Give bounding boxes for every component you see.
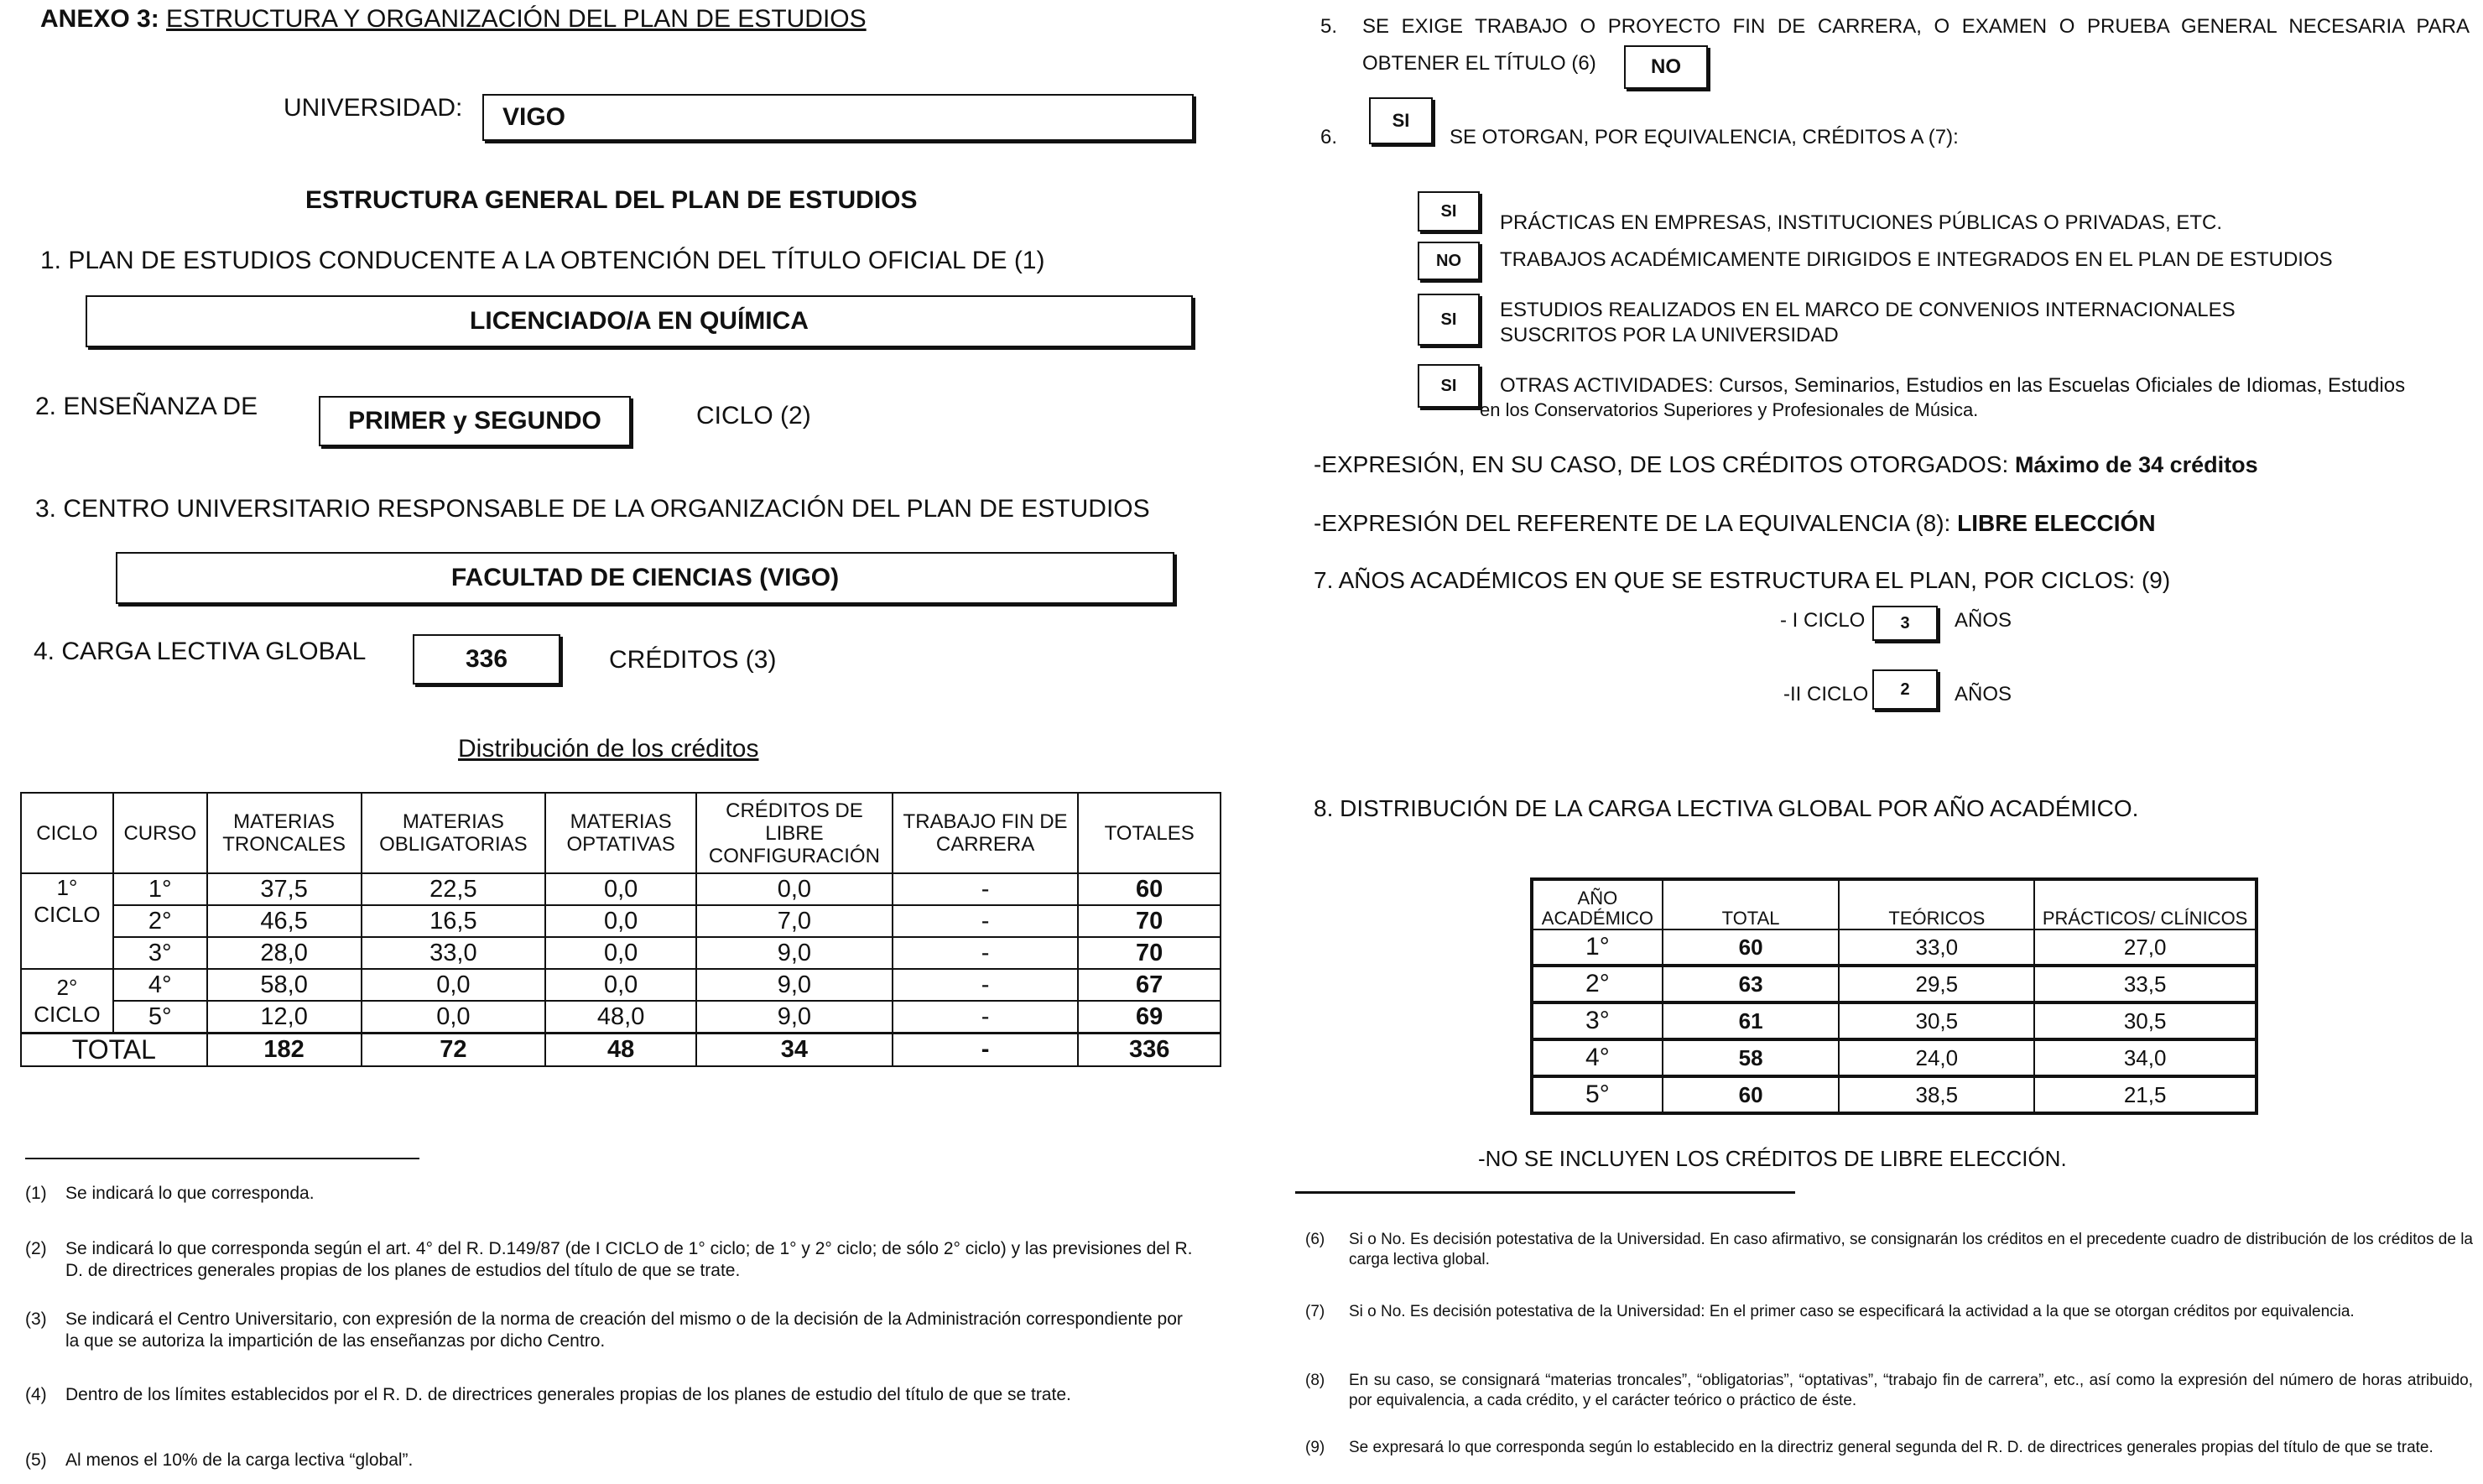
footnote-9 [1305,1438,2473,1458]
total-obligatorias: 72 [362,1034,546,1067]
footnote-1 [25,1183,1193,1205]
equiv-2-field: NO [1418,242,1480,280]
teoricos-cell: 24,0 [1839,1039,2034,1076]
credits-distribution-table [20,792,1221,1067]
col-header-troncales: MATERIAS TRONCALES [207,793,362,873]
footnote-number: (4) [25,1385,47,1404]
obligatorias-cell: 22,5 [362,873,546,905]
libre-cell: 7,0 [696,905,893,937]
col-header-ciclo: CICLO [21,793,113,873]
practicos-cell: 33,5 [2034,966,2257,1002]
table-row [21,873,1221,905]
total-cell: 60 [1663,1076,1840,1113]
footnote-text: Dentro de los límites establecidos por el R. D. de directrices generales propias de los planes de estudio del título de que se trate. [65,1385,1071,1404]
item-3-text: 3. CENTRO UNIVERSITARIO RESPONSABLE DE LA ORGANIZACIÓN DEL PLAN DE ESTUDIOS [35,495,1150,523]
obligatorias-cell: 16,5 [362,905,546,937]
table-row [21,937,1221,969]
col-header-total: TOTAL [1663,879,1840,929]
footnote-divider [25,1158,419,1159]
university-field: VIGO [482,94,1194,141]
obligatorias-cell: 0,0 [362,969,546,1001]
trabajo-cell: - [893,1001,1078,1034]
expr-reference [1314,510,2156,537]
footnote-5 [25,1450,1193,1471]
footnote-text: Se indicará lo que corresponda según el art. 4° del R. D.149/87 (de I CICLO de 1° ciclo; de 1° y 2° ciclo; de sólo 2° ciclo) y las previsiones del R. D. de directrices generales propias de los planes de estudios del título de que se trate. [65,1239,1193,1280]
optativas-cell: 0,0 [545,969,696,1001]
expr-reference-value: LIBRE ELECCIÓN [1957,510,2156,536]
year-cell: 5° [1532,1076,1663,1113]
credits-field: 336 [413,634,560,685]
cycle-field: PRIMER y SEGUNDO [319,396,631,446]
table-row [1532,1002,2257,1039]
equivalence-field: SI [1369,97,1433,144]
totales-cell: 69 [1078,1001,1221,1034]
col-header-optativas: MATERIAS OPTATIVAS [545,793,696,873]
item-8-text: 8. DISTRIBUCIÓN DE LA CARGA LECTIVA GLOBAL POR AÑO ACADÉMICO. [1314,795,2139,821]
degree-field: LICENCIADO/A EN QUÍMICA [86,295,1193,347]
equiv-4-text: OTRAS ACTIVIDADES: Cursos, Seminarios, Estudios en las Escuelas Oficiales de Idiomas, Estudios [1500,374,2406,397]
general-heading: ESTRUCTURA GENERAL DEL PLAN DE ESTUDIOS [305,186,918,214]
curso-cell: 5° [113,1001,207,1034]
footnote-number: (5) [25,1450,47,1470]
total-cell: 63 [1663,966,1840,1002]
expr-reference-label: -EXPRESIÓN DEL REFERENTE DE LA EQUIVALENCIA (8): [1314,510,1951,536]
footnote-number: (9) [1305,1439,1325,1456]
item-5-line-1: SE EXIGE TRABAJO O PROYECTO FIN DE CARRERA, O EXAMEN O PRUEBA GENERAL NECESARIA PARA [1362,15,2470,38]
table-row [1532,1039,2257,1076]
teoricos-cell: 38,5 [1839,1076,2034,1113]
optativas-cell: 48,0 [545,1001,696,1034]
footnote-text: Se expresará lo que corresponda según lo establecido en la directriz general segunda del R. D. de directrices generales propias del título de que se trate. [1349,1439,2434,1456]
obligatorias-cell: 33,0 [362,937,546,969]
total-optativas: 48 [545,1034,696,1067]
equiv-4-text-2: en los Conservatorios Superiores y Profesionales de Música. [1480,399,1979,420]
ciclo-1-cell: 1° CICLO [21,873,113,969]
total-label: TOTAL [21,1034,207,1067]
item-2-suffix: CICLO (2) [696,402,811,430]
optativas-cell: 0,0 [545,905,696,937]
footnote-number: (8) [1305,1372,1325,1389]
footnote-number: (7) [1305,1303,1325,1320]
table-total-row [21,1034,1221,1067]
year-cell: 2° [1532,966,1663,1002]
footnote-2 [25,1238,1193,1282]
year-cell: 3° [1532,1002,1663,1039]
footnote-text: En su caso, se consignará “materias troncales”, “obligatorias”, “optativas”, “trabajo fin de carrera”, etc., así como la expresión del número de horas atribuido, por equivalencia, a cada crédito, y el carácter teórico o práctico de éste. [1349,1372,2473,1409]
equiv-1-field: SI [1418,191,1480,232]
ciclo-1-years-label: - I CICLO [1780,609,1866,632]
footnote-6 [1305,1230,2473,1270]
item-1-text: 1. PLAN DE ESTUDIOS CONDUCENTE A LA OBTENCIÓN DEL TÍTULO OFICIAL DE (1) [40,247,1045,274]
item-5-line-2: OBTENER EL TÍTULO (6) [1362,52,1596,75]
ciclo-1-years-unit: AÑOS [1955,609,2012,632]
footnote-3 [25,1309,1193,1352]
libre-cell: 9,0 [696,937,893,969]
equiv-3-text-2: SUSCRITOS POR LA UNIVERSIDAD [1500,324,1839,346]
item-4-label: 4. CARGA LECTIVA GLOBAL [34,638,367,665]
ciclo-1-years-field: 3 [1872,606,1938,641]
table-row [21,969,1221,1001]
total-totales: 336 [1078,1034,1221,1067]
curso-cell: 4° [113,969,207,1001]
distribution-title: Distribución de los créditos [458,735,759,763]
libre-cell: 9,0 [696,1001,893,1034]
university-label: UNIVERSIDAD: [284,94,463,122]
practicos-cell: 27,0 [2034,929,2257,966]
footnote-number: (6) [1305,1231,1325,1248]
footnote-text: Se indicará el Centro Universitario, con expresión de la norma de creación del mismo o de la decisión de la Administración correspondiente por la que se autoriza la impartición de las enseñanzas por dicho Centro. [65,1310,1183,1351]
item-7-text: 7. AÑOS ACADÉMICOS EN QUE SE ESTRUCTURA EL PLAN, POR CICLOS: (9) [1314,567,2171,593]
troncales-cell: 12,0 [207,1001,362,1034]
trabajo-cell: - [893,937,1078,969]
ciclo-2-years-unit: AÑOS [1955,683,2012,706]
trabajo-cell: - [893,905,1078,937]
col-header-trabajo: TRABAJO FIN DE CARRERA [893,793,1078,873]
troncales-cell: 46,5 [207,905,362,937]
total-cell: 61 [1663,1002,1840,1039]
practicos-cell: 30,5 [2034,1002,2257,1039]
trabajo-cell: - [893,873,1078,905]
practicos-cell: 34,0 [2034,1039,2257,1076]
center-field: FACULTAD DE CIENCIAS (VIGO) [116,552,1174,604]
footnote-text: Al menos el 10% de la carga lectiva “global”. [65,1450,414,1470]
troncales-cell: 37,5 [207,873,362,905]
optativas-cell: 0,0 [545,937,696,969]
col-header-totales: TOTALES [1078,793,1221,873]
footnote-divider-right [1295,1191,1795,1194]
ciclo-2-years-label: -II CICLO [1783,683,1869,706]
total-libre: 34 [696,1034,893,1067]
totales-cell: 70 [1078,905,1221,937]
ciclo-2-cell: 2° CICLO [21,969,113,1034]
item-6-text: SE OTORGAN, POR EQUIVALENCIA, CRÉDITOS A (7): [1450,126,1959,148]
trabajo-cell: - [893,969,1078,1001]
total-cell: 58 [1663,1039,1840,1076]
totales-cell: 60 [1078,873,1221,905]
footnote-text: Si o No. Es decisión potestativa de la Universidad: En el primer caso se especificará la actividad a la que se otorgan créditos por equivalencia. [1349,1303,2355,1320]
ciclo-2-years-field: 2 [1872,669,1938,710]
teoricos-cell: 30,5 [1839,1002,2034,1039]
year-cell: 4° [1532,1039,1663,1076]
annex-heading [40,5,867,34]
equiv-4-field: SI [1418,364,1480,408]
totales-cell: 70 [1078,937,1221,969]
col-header-teoricos: TEÓRICOS [1839,879,2034,929]
table-row [1532,929,2257,966]
troncales-cell: 28,0 [207,937,362,969]
col-header-obligatorias: MATERIAS OBLIGATORIAS [362,793,546,873]
table-header-row [21,793,1221,873]
col-header-practicos: PRÁCTICOS/ CLÍNICOS [2034,879,2257,929]
expr-credits-label: -EXPRESIÓN, EN SU CASO, DE LOS CRÉDITOS OTORGADOS: [1314,451,2009,477]
practicos-cell: 21,5 [2034,1076,2257,1113]
year-cell: 1° [1532,929,1663,966]
table-row [1532,1076,2257,1113]
libre-cell: 0,0 [696,873,893,905]
curso-cell: 2° [113,905,207,937]
troncales-cell: 58,0 [207,969,362,1001]
table-row [21,905,1221,937]
thesis-required-field: NO [1624,45,1708,89]
footnote-number: (3) [25,1310,47,1329]
table-row [1532,966,2257,1002]
optativas-cell: 0,0 [545,873,696,905]
no-incluyen-note: -NO SE INCLUYEN LOS CRÉDITOS DE LIBRE ELECCIÓN. [1478,1146,2067,1171]
footnote-8 [1305,1371,2473,1411]
item-6-number: 6. [1320,126,1338,148]
footnote-text: Se indicará lo que corresponda. [65,1184,315,1203]
item-4-suffix: CRÉDITOS (3) [609,646,777,674]
equiv-1-text: PRÁCTICAS EN EMPRESAS, INSTITUCIONES PÚBLICAS O PRIVADAS, ETC. [1500,211,2223,234]
footnote-number: (2) [25,1239,47,1258]
equiv-2-text: TRABAJOS ACADÉMICAMENTE DIRIGIDOS E INTEGRADOS EN EL PLAN DE ESTUDIOS [1500,248,2333,271]
total-cell: 60 [1663,929,1840,966]
total-troncales: 182 [207,1034,362,1067]
annex-title: ESTRUCTURA Y ORGANIZACIÓN DEL PLAN DE ESTUDIOS [166,5,867,33]
totales-cell: 67 [1078,969,1221,1001]
expr-credits [1314,451,2258,478]
expr-credits-value: Máximo de 34 créditos [2015,452,2258,477]
col-header-curso: CURSO [113,793,207,873]
equiv-3-text: ESTUDIOS REALIZADOS EN EL MARCO DE CONVENIOS INTERNACIONALES [1500,299,2236,321]
yearly-load-table [1530,877,2258,1115]
footnote-7 [1305,1302,2473,1322]
equiv-3-field: SI [1418,294,1480,346]
footnote-number: (1) [25,1184,47,1203]
col-header-libre: CRÉDITOS DE LIBRE CONFIGURACIÓN [696,793,893,873]
teoricos-cell: 33,0 [1839,929,2034,966]
teoricos-cell: 29,5 [1839,966,2034,1002]
curso-cell: 3° [113,937,207,969]
table-row [21,1001,1221,1034]
table-header-row [1532,879,2257,929]
col-header-year: AÑO ACADÉMICO [1532,879,1663,929]
total-trabajo: - [893,1034,1078,1067]
annex-label: ANEXO 3: [40,5,159,33]
obligatorias-cell: 0,0 [362,1001,546,1034]
item-2-label: 2. ENSEÑANZA DE [35,393,258,420]
item-5-number: 5. [1320,15,1338,38]
footnote-4 [25,1384,1193,1406]
libre-cell: 9,0 [696,969,893,1001]
footnote-text: Si o No. Es decisión potestativa de la Universidad. En caso afirmativo, se consignarán los créditos en el precedente cuadro de distribución de los créditos de la carga lectiva global. [1349,1231,2473,1268]
curso-cell: 1° [113,873,207,905]
